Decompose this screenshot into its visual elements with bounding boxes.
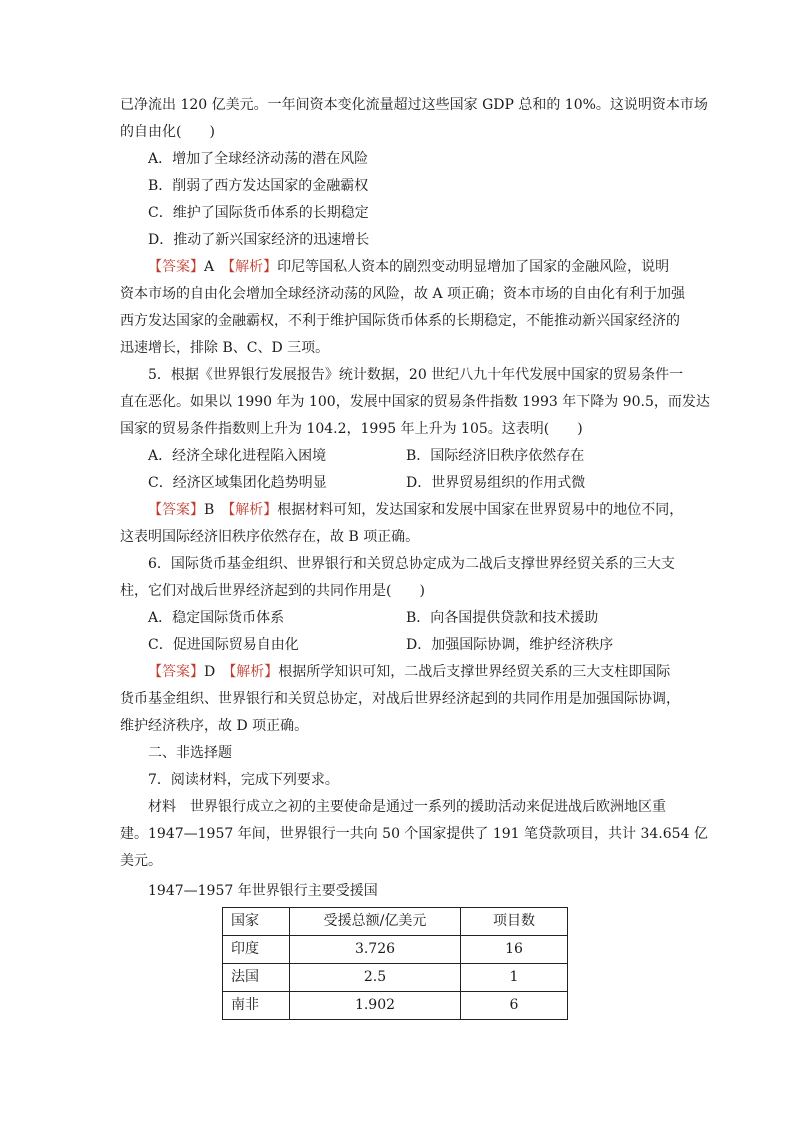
question-6 (120, 551, 680, 740)
q4-answer-line (120, 254, 676, 281)
table-cell: 1 (461, 964, 568, 992)
q6-analysis-1: 根据所学知识可知，二战后支撑世界经贸关系的三大支柱即国际 (278, 664, 671, 680)
q7-stem: 7．阅读材料，完成下列要求。 (148, 772, 339, 788)
q5-option-b: B．国际经济旧秩序依然存在 (406, 448, 585, 464)
q4-option-d: D．推动了新兴国家经济的迅速增长 (148, 232, 370, 248)
table-cell: 6 (461, 992, 568, 1020)
q6-stem-line-1: 6．国际货币基金组织、世界银行和关贸总协定成为二战后支撑世界经贸关系的三大支 (148, 556, 675, 572)
q5-options-row-1 (120, 443, 676, 470)
q4-stem-line-2: 的自由化( ) (120, 124, 215, 140)
q5-stem-line-2: 直在恶化。如果以 1990 年为 100，发展中国家的贸易条件指数 1993 年下降为 90.5，而发达 (120, 394, 710, 410)
q6-option-b: B．向各国提供贷款和技术援助 (406, 610, 599, 626)
material-line-2: 建。1947—1957 年间，世界银行一共向 50 个国家提供了 191 笔贷款项目，共计 34.654 亿 (120, 826, 708, 842)
answer-tag: 【答案】 (148, 502, 204, 518)
table-cell: 2.5 (290, 964, 461, 992)
table-row (223, 964, 568, 992)
q6-options-row-1 (120, 605, 676, 632)
table-cell: 印度 (223, 936, 290, 964)
q5-analysis-2: 这表明国际经济旧秩序依然存在，故 B 项正确。 (120, 529, 420, 545)
table-header-amount: 受援总额/亿美元 (290, 908, 461, 936)
table-cell: 3.726 (290, 936, 461, 964)
q6-stem-line-2: 柱，它们对战后世界经济起到的共同作用是( ) (120, 583, 425, 599)
question-4 (120, 92, 708, 362)
q4-analysis-2: 资本市场的自由化会增加全球经济动荡的风险，故 A 项正确；资本市场的自由化有利于加强 (120, 286, 686, 302)
q6-options-row-2 (120, 632, 676, 659)
q6-analysis-3: 维护经济秩序，故 D 项正确。 (120, 718, 309, 734)
q5-options-row-2 (120, 470, 676, 497)
table-cell: 法国 (223, 964, 290, 992)
q4-option-a: A．增加了全球经济动荡的潜在风险 (148, 151, 369, 167)
q6-analysis-2: 货币基金组织、世界银行和关贸总协定，对战后世界经济起到的共同作用是加强国际协调， (120, 691, 680, 707)
q4-answer: A (204, 259, 229, 275)
question-5 (120, 362, 710, 551)
q6-answer-line (120, 659, 676, 686)
document-page (120, 92, 710, 1020)
table-cell: 16 (461, 936, 568, 964)
answer-tag: 【答案】 (148, 259, 204, 275)
answer-tag: 【答案】 (148, 664, 204, 680)
analysis-tag: 【解析】 (228, 259, 278, 275)
q4-option-c: C．维护了国际货币体系的长期稳定 (148, 205, 369, 221)
q4-analysis-1: 印尼等国私人资本的剧烈变动明显增加了国家的金融风险，说明 (277, 259, 670, 275)
material-line-1: 材料 世界银行成立之初的主要使命是通过一系列的援助活动来促进战后欧洲地区重 (148, 799, 666, 815)
q5-stem-line-3: 国家的贸易条件指数则上升为 104.2，1995 年上升为 105。这表明( ) (120, 421, 583, 437)
table-title: 1947—1957 年世界银行主要受援国 (148, 883, 378, 899)
q6-option-d: D．加强国际协调，维护经济秩序 (406, 637, 614, 653)
q4-analysis-3: 西方发达国家的金融霸权，不利于维护国际货币体系的长期稳定，不能推动新兴国家经济的 (120, 313, 680, 329)
table-row (223, 936, 568, 964)
table-header-row (223, 908, 568, 936)
section-heading: 二、非选择题 (148, 745, 232, 761)
q5-stem-line-1: 5．根据《世界银行发展报告》统计数据，20 世纪八九十年代发展中国家的贸易条件一 (148, 367, 684, 383)
q4-stem-line-1: 已净流出 120 亿美元。一年间资本变化流量超过这些国家 GDP 总和的 10%。这说明资本市场 (120, 97, 708, 113)
q6-option-a: A．稳定国际货币体系 (148, 610, 285, 626)
table-row (223, 992, 568, 1020)
q5-option-d: D．世界贸易组织的作用式微 (406, 475, 586, 491)
q5-option-a: A．经济全球化进程陷入困境 (148, 448, 327, 464)
table-header-projects: 项目数 (461, 908, 568, 936)
analysis-tag: 【解析】 (228, 502, 278, 518)
table-cell: 南非 (223, 992, 290, 1020)
table-header-country: 国家 (223, 908, 290, 936)
q6-option-c: C．促进国际贸易自由化 (148, 637, 299, 653)
section-non-choice (120, 740, 708, 1020)
q4-analysis-4: 迅速增长，排除 B、C、D 三项。 (120, 340, 330, 356)
q5-answer-line (120, 497, 684, 524)
q5-analysis-1: 根据材料可知，发达国家和发展中国家在世界贸易中的地位不同， (277, 502, 684, 518)
analysis-tag: 【解析】 (229, 664, 279, 680)
q4-option-b: B．削弱了西方发达国家的金融霸权 (148, 178, 369, 194)
table-cell: 1.902 (290, 992, 461, 1020)
material-line-3: 美元。 (120, 853, 162, 869)
q6-answer: D (204, 664, 230, 680)
aid-recipients-table (222, 907, 568, 1020)
q5-answer: B (204, 502, 229, 518)
q5-option-c: C．经济区域集团化趋势明显 (148, 475, 327, 491)
